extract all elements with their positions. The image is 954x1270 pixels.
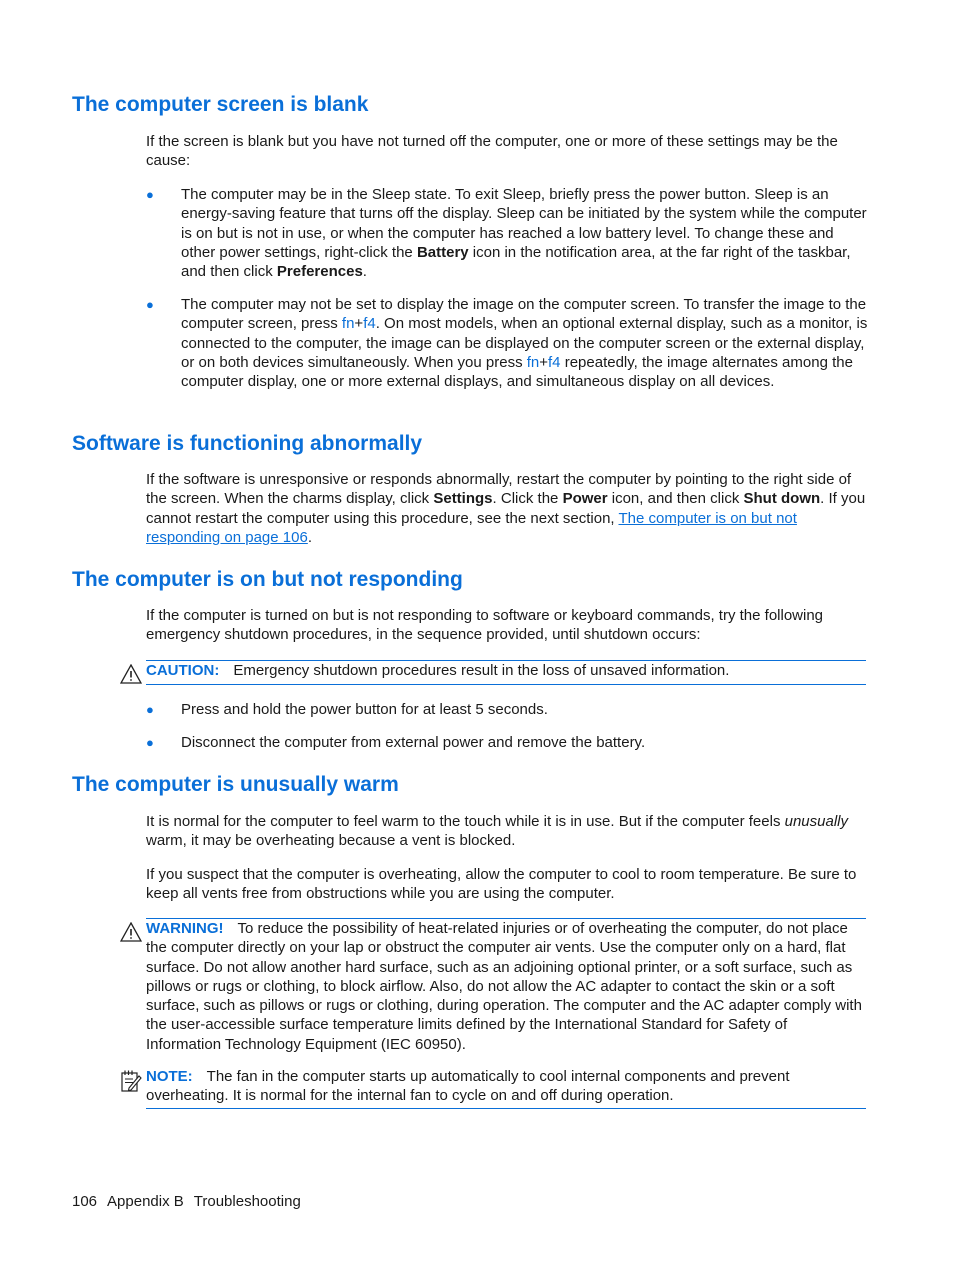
bullet-icon: ● xyxy=(146,735,154,750)
warning-box xyxy=(146,918,866,1059)
footer-appendix: Appendix B xyxy=(107,1193,184,1210)
software-paragraph: If the software is unresponsive or responds abnormally, restart the computer by pointing to the right side of the screen. When the charms display, click Settings. Click the Power icon, and then click Shut down. If you cannot restart the computer using this procedure, see the next section, The computer is on but not responding on page 106. xyxy=(146,471,866,546)
warning-text: To reduce the possibility of heat-related injuries or of overheating the computer, do not place the computer directly on your lap or obstruct the computer air vents. Use the computer only on a hard, flat surface. Do not allow another hard surface, such as an adjoining optional printer, or a soft surface, such as pillows or rugs or clothing, to block airflow. Also, do not allow the AC adapter to contact the skin or a soft surface, such as pillows or rugs or clothing, during operation. The computer and the AC adapter comply with the user-accessible surface temperature limits defined by the International Standard for Safety of Information Technology Equipment (IEC 60950). xyxy=(146,920,862,1053)
warning-triangle-icon xyxy=(120,922,142,942)
footer-chapter: Troubleshooting xyxy=(193,1193,301,1210)
warm-paragraph-1: It is normal for the computer to feel warm to the touch while it is in use. But if the computer feels unusually warm, it may be overheating because a vent is blocked. xyxy=(146,813,849,850)
heading-not-responding: The computer is on but not responding xyxy=(72,568,463,591)
note-box xyxy=(146,1067,866,1109)
list-item xyxy=(146,733,868,752)
bullet-text: The computer may be in the Sleep state. To exit Sleep, briefly press the power button. Sleep is an energy-saving feature that turns off the display. Sleep can be initiated by the system while the computer is on but is not in use, or when the computer has reached a low battery level. To change these and other power settings, right-click the Battery icon in the notification area, at the far right of the taskbar, and then click Preferences. xyxy=(181,186,867,281)
caution-box xyxy=(146,660,866,685)
note-pad-icon xyxy=(120,1069,142,1093)
list-item xyxy=(146,295,868,391)
warning-label: WARNING! xyxy=(146,920,224,937)
bullet-icon: ● xyxy=(146,187,154,202)
page-number: 106 xyxy=(72,1193,98,1210)
heading-software-abnormal: Software is functioning abnormally xyxy=(72,432,423,455)
blank-intro: If the screen is blank but you have not turned off the computer, one or more of these settings may be the cause: xyxy=(146,133,838,170)
bullet-text: Disconnect the computer from external power and remove the battery. xyxy=(181,734,646,751)
heading-screen-blank: The computer screen is blank xyxy=(72,93,369,116)
bullet-text: The computer may not be set to display the image on the computer screen. To transfer the image to the computer screen, press fn+f4. On most models, when an optional external display, such as a monitor, is connected to the computer, the image can be displayed on the computer screen or the external display, or on both devices simultaneously. When you press fn+f4 repeatedly, the image alternates among the computer display, one or more external displays, and simultaneous display on all devices. xyxy=(181,296,868,391)
list-item xyxy=(146,700,868,719)
not-responding-intro: If the computer is turned on but is not responding to software or keyboard commands, try the following emergency shutdown procedures, in the sequence provided, until shutdown occurs: xyxy=(146,607,824,644)
note-text: The fan in the computer starts up automatically to cool internal components and prevent overheating. It is normal for the internal fan to cycle on and off during operation. xyxy=(146,1068,790,1105)
heading-unusually-warm: The computer is unusually warm xyxy=(72,773,399,796)
bullet-icon: ● xyxy=(146,297,154,312)
caution-label: CAUTION: xyxy=(146,662,220,679)
caution-text: Emergency shutdown procedures result in the loss of unsaved information. xyxy=(233,662,730,679)
caution-triangle-icon xyxy=(120,664,142,684)
key-f4: f4 xyxy=(363,315,376,333)
bullet-text: Press and hold the power button for at least 5 seconds. xyxy=(181,701,548,718)
page-footer xyxy=(72,1192,311,1211)
warm-paragraph-2: If you suspect that the computer is overheating, allow the computer to cool to room temperature. Be sure to keep all vents free from obstructions while you are using the computer. xyxy=(146,866,857,903)
list-item xyxy=(146,185,868,281)
key-f4: f4 xyxy=(548,353,561,371)
key-fn: fn xyxy=(341,315,355,333)
link-not-responding[interactable]: The computer is on but not responding on page 106 xyxy=(146,509,797,546)
bullet-icon: ● xyxy=(146,702,154,717)
note-label: NOTE: xyxy=(146,1068,193,1085)
key-fn: fn xyxy=(526,353,540,371)
